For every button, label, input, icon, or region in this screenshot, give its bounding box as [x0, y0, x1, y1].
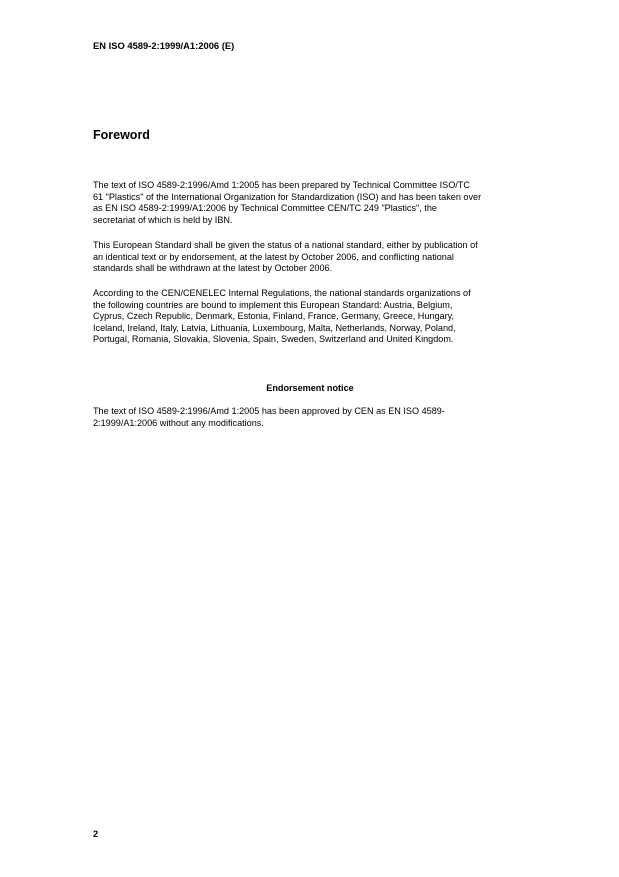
endorsement-paragraph	[93, 406, 553, 429]
text-line: an identical text or by endorsement, at the latest by October 2006, and conflicting national	[93, 251, 454, 262]
text-line: as EN ISO 4589-2:1999/A1:2006 by Technical Committee CEN/TC 249 "Plastics", the	[93, 203, 437, 214]
foreword-paragraph-2	[93, 240, 553, 275]
text-line: 2:1999/A1:2006 without any modifications.	[93, 417, 264, 428]
text-line: the following countries are bound to implement this European Standard: Austria, Belgium,	[93, 299, 453, 310]
text-line: This European Standard shall be given the status of a national standard, either by publication of	[93, 240, 478, 250]
page-number: 2	[93, 828, 99, 839]
text-line: 61 "Plastics" of the International Organization for Standardization (ISO) and has been taken over	[93, 191, 482, 202]
text-line: According to the CEN/CENELEC Internal Regulations, the national standards organizations of	[93, 288, 471, 298]
document-header: EN ISO 4589-2:1999/A1:2006 (E)	[93, 40, 235, 51]
text-line: The text of ISO 4589-2:1996/Amd 1:2005 has been prepared by Technical Committee ISO/TC	[93, 180, 470, 190]
text-line: Cyprus, Czech Republic, Denmark, Estonia, Finland, France, Germany, Greece, Hungary,	[93, 311, 455, 322]
text-line: The text of ISO 4589-2:1996/Amd 1:2005 has been approved by CEN as EN ISO 4589-	[93, 406, 445, 416]
text-line: Portugal, Romania, Slovakia, Slovenia, Spain, Sweden, Switzerland and United Kingdom.	[93, 334, 454, 345]
endorsement-notice-heading: Endorsement notice	[266, 383, 354, 393]
foreword-paragraph-1	[93, 180, 553, 226]
text-line: standards shall be withdrawn at the latest by October 2006.	[93, 263, 333, 274]
text-line: Iceland, Ireland, Italy, Latvia, Lithuania, Luxembourg, Malta, Netherlands, Norway, Poland,	[93, 322, 456, 333]
foreword-paragraph-3	[93, 288, 553, 346]
text-line: secretariat of which is held by IBN.	[93, 214, 233, 225]
foreword-heading: Foreword	[93, 128, 150, 142]
